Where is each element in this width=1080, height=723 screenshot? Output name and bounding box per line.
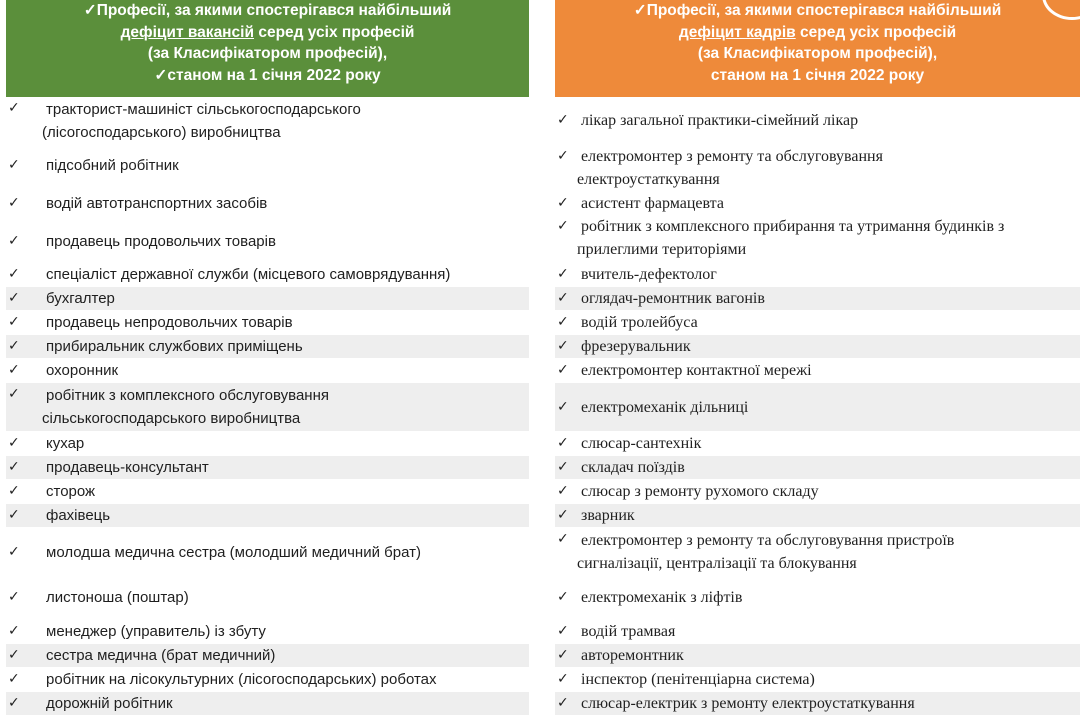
check-icon: ✓ [557, 623, 569, 639]
list-item [555, 359, 1080, 382]
list-item [6, 456, 529, 479]
list-item [6, 528, 529, 576]
item-text: зварник [581, 507, 635, 524]
list-item [6, 359, 529, 382]
check-icon: ✓ [8, 338, 20, 354]
item-text: кухар [46, 435, 85, 452]
list-item [6, 504, 529, 527]
check-icon: ✓ [557, 459, 569, 475]
list-item [555, 191, 1080, 215]
list-item [6, 668, 529, 691]
check-icon: ✓ [557, 338, 569, 354]
list-item [555, 692, 1080, 715]
header-underlined-term: дефіцит кадрів [678, 23, 796, 41]
list-item [555, 528, 1080, 576]
item-text: водій автотранспортних засобів [46, 194, 268, 212]
check-icon: ✓ [8, 459, 20, 475]
header-line-4: ✓станом на 1 січня 2022 року [154, 66, 381, 84]
list-item [6, 383, 529, 431]
item-text: продавець продовольчих товарів [46, 232, 276, 250]
header-line-2 [6, 22, 529, 44]
header-line-4: станом на 1 січня 2022 року [710, 66, 925, 84]
list-item [6, 480, 529, 503]
header-line-3: (за Класифікатором професій), [147, 45, 388, 62]
header-line-3: (за Класифікатором професій), [697, 45, 938, 62]
item-text: електромонтер з ремонту та обслуговування [581, 148, 883, 165]
item-text: тракторист-машиніст сільськогосподарського [46, 101, 361, 118]
check-icon: ✓ [8, 314, 20, 330]
list-item [6, 145, 529, 186]
item-text: робітник на лісокультурних (лісогосподарських) роботах [46, 671, 437, 688]
item-text-line-2: сигналізації, централізації та блокування [577, 555, 857, 572]
item-text: водій тролейбуса [581, 314, 698, 331]
check-icon: ✓ [557, 531, 569, 547]
item-text: фахівець [46, 507, 111, 524]
item-text: слюсар-електрик з ремонту електроустаткування [581, 695, 915, 712]
list-item [6, 186, 529, 220]
check-icon: ✓ [8, 265, 20, 282]
list-item [6, 644, 529, 667]
item-text-line-2: сільськогосподарського виробництва [42, 410, 301, 427]
item-text: лікар загальної практики-сімейний лікар [581, 112, 859, 129]
item-text: електромеханік дільниці [581, 398, 749, 416]
list-item [555, 145, 1080, 191]
check-icon: ✓ [557, 265, 569, 282]
check-icon: ✓ [557, 148, 569, 164]
check-icon: ✓ [8, 232, 20, 249]
header-line-2-rest: серед усіх професій [795, 23, 957, 41]
check-icon: ✓ [8, 483, 20, 499]
check-icon: ✓ [557, 647, 569, 663]
item-text: робітник з комплексного прибирання та утримання будинків з [581, 218, 1005, 235]
vacancy-deficit-panel [6, 0, 529, 712]
item-text: складач поїздів [581, 459, 685, 476]
check-icon: ✓ [557, 507, 569, 523]
list-item [555, 480, 1080, 503]
list-item [6, 220, 529, 262]
item-text: менеджер (управитель) із збуту [46, 623, 266, 640]
check-icon: ✓ [8, 695, 20, 711]
check-icon: ✓ [8, 362, 20, 378]
check-icon: ✓ [8, 507, 20, 523]
header-line-2-rest: серед усіх професій [254, 23, 415, 41]
check-icon: ✓ [557, 483, 569, 499]
item-text: бухгалтер [46, 290, 115, 307]
item-text: водій трамвая [581, 623, 676, 640]
item-text: дорожній робітник [46, 695, 173, 712]
list-item [6, 432, 529, 455]
list-item [6, 335, 529, 358]
header-line-1: ✓Професії, за якими спостерігався найбільший [83, 2, 452, 19]
check-icon: ✓ [8, 194, 20, 211]
check-icon: ✓ [557, 218, 569, 234]
item-text: прибиральник службових приміщень [46, 338, 303, 355]
item-text: електромонтер контактної мережі [581, 362, 812, 379]
item-text-line-2: електроустаткування [577, 171, 720, 188]
list-item [555, 97, 1080, 144]
list-item [555, 456, 1080, 479]
item-text: сестра медична (брат медичний) [46, 647, 276, 664]
item-text: слюсар-сантехнік [581, 435, 702, 452]
item-text: підсобний робітник [46, 157, 179, 174]
header-line-1: ✓Професії, за якими спостерігався найбільший [633, 2, 1002, 19]
check-icon: ✓ [557, 671, 569, 687]
header-line-2 [555, 22, 1080, 44]
list-item [6, 287, 529, 310]
check-icon: ✓ [8, 543, 20, 560]
check-icon: ✓ [8, 290, 20, 306]
item-text: продавець непродовольчих товарів [46, 314, 293, 331]
check-icon: ✓ [557, 194, 569, 211]
item-text: авторемонтник [581, 647, 684, 664]
check-icon: ✓ [8, 435, 20, 451]
list-item [555, 311, 1080, 334]
item-text: охоронник [46, 362, 119, 379]
staff-deficit-panel [555, 0, 1080, 712]
list-item [555, 504, 1080, 527]
item-text: листоноша (поштар) [46, 588, 189, 606]
list-item [555, 620, 1080, 643]
list-item [555, 576, 1080, 618]
item-text: спеціаліст державної служби (місцевого самоврядування) [46, 265, 451, 283]
staff-deficit-header [555, 0, 1080, 97]
list-item [555, 383, 1080, 431]
list-item [555, 335, 1080, 358]
check-icon: ✓ [557, 314, 569, 330]
vacancy-deficit-header [6, 0, 529, 97]
item-text-line-2: (лісогосподарського) виробництва [42, 124, 281, 141]
item-text: електромонтер з ремонту та обслуговування пристроїв [581, 532, 955, 549]
check-icon: ✓ [8, 647, 20, 663]
check-icon: ✓ [8, 671, 20, 687]
list-item [6, 576, 529, 618]
list-item [555, 644, 1080, 667]
item-text: електромеханік з ліфтів [581, 588, 743, 606]
list-item [555, 262, 1080, 286]
list-item [555, 287, 1080, 310]
item-text: продавець-консультант [46, 459, 209, 476]
item-text: інспектор (пенітенціарна система) [581, 671, 815, 688]
check-icon: ✓ [8, 100, 20, 116]
item-text: сторож [46, 483, 96, 500]
item-text: фрезерувальник [581, 338, 691, 355]
list-item [555, 668, 1080, 691]
list-item [6, 311, 529, 334]
list-item [6, 262, 529, 286]
item-text: молодша медична сестра (молодший медичний брат) [46, 543, 421, 561]
check-icon: ✓ [8, 623, 20, 639]
check-icon: ✓ [8, 157, 20, 173]
item-text: вчитель-дефектолог [581, 265, 717, 283]
check-icon: ✓ [557, 695, 569, 711]
item-text: слюсар з ремонту рухомого складу [581, 483, 819, 500]
list-item [6, 97, 529, 145]
item-text-line-2: прилеглими територіями [577, 241, 747, 258]
check-icon: ✓ [557, 588, 569, 605]
check-icon: ✓ [557, 112, 569, 128]
check-icon: ✓ [8, 386, 20, 402]
list-item [555, 215, 1080, 261]
check-icon: ✓ [8, 588, 20, 605]
check-icon: ✓ [557, 362, 569, 378]
item-text: оглядач-ремонтник вагонів [581, 290, 765, 307]
list-item [6, 692, 529, 715]
list-item [555, 432, 1080, 455]
list-item [6, 620, 529, 643]
header-underlined-term: дефіцит вакансій [120, 23, 255, 41]
item-text: робітник з комплексного обслуговування [46, 387, 330, 404]
check-icon: ✓ [557, 435, 569, 451]
item-text: асистент фармацевта [581, 194, 724, 212]
check-icon: ✓ [557, 290, 569, 306]
check-icon: ✓ [557, 398, 569, 415]
